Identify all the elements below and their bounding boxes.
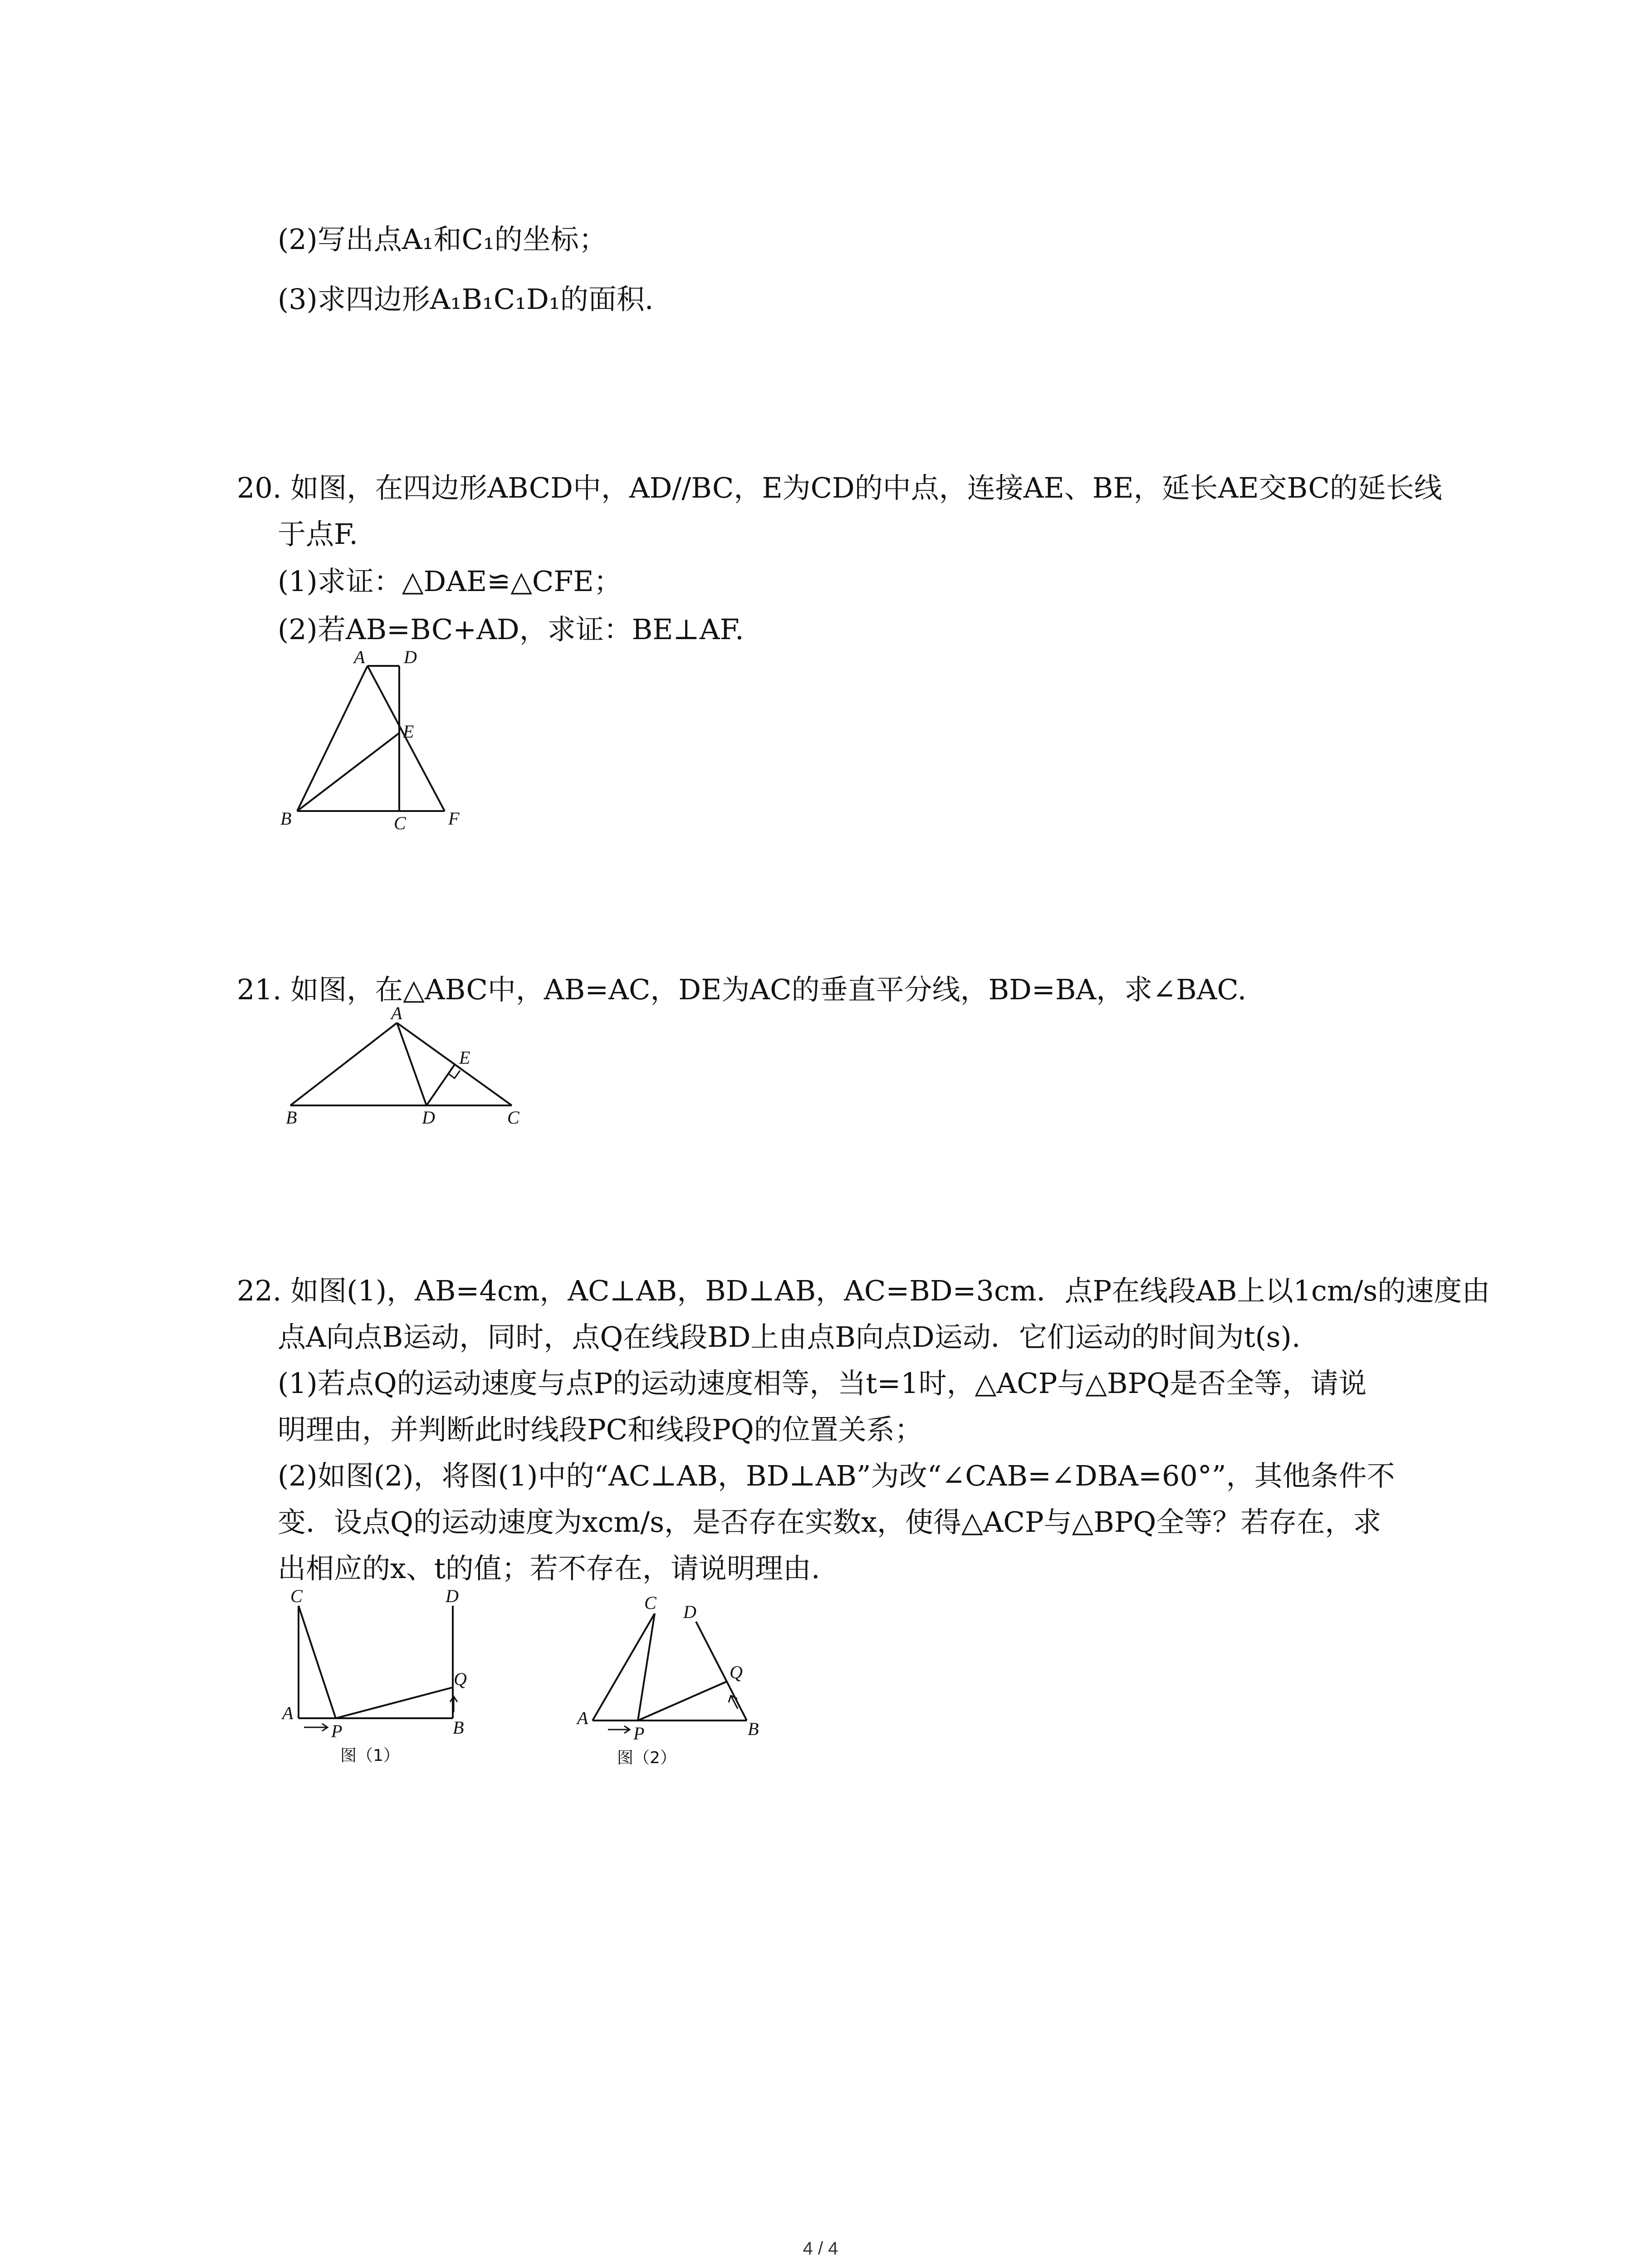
q20-label-c: C: [394, 813, 406, 833]
q20-label-b: B: [280, 808, 292, 829]
page-number: 4 / 4: [803, 2239, 838, 2258]
q22-fig2-caption: 图（2）: [617, 1749, 676, 1767]
q20-label-f: F: [448, 808, 460, 829]
q22-fig2-label-q: Q: [730, 1662, 743, 1682]
q22-fig2-label-c: C: [644, 1593, 656, 1613]
q22-figure2: [572, 1585, 780, 1776]
q22-part2-cont: 变．设点Q的运动速度为xcm/s，是否存在实数x，使得△ACP与△BPQ全等？若存在，求: [278, 1505, 1381, 1539]
q22-part1: (1)若点Q的运动速度与点P的运动速度相等，当t=1时，△ACP与△BPQ是否全等，请说: [278, 1367, 1367, 1400]
q22-stem-cont: 点A向点B运动，同时，点Q在线段BD上由点B向点D运动．它们运动的时间为t(s).: [278, 1320, 1301, 1354]
q22-fig2-segment-pq: [638, 1681, 727, 1721]
q21-segment-ad: [397, 1023, 426, 1105]
q21-segment-de: [426, 1065, 455, 1105]
q21-figure-svg: [272, 1005, 535, 1132]
q21-segment-ab: [290, 1023, 397, 1105]
q21-figure: [272, 1005, 535, 1132]
q22-fig1-label-d: D: [446, 1586, 459, 1606]
q20-part2: (2)若AB=BC+AD，求证：BE⊥AF.: [278, 613, 744, 646]
q19-part2: (2)写出点A₁和C₁的坐标；: [278, 223, 607, 256]
q22-part2-cont2: 出相应的x、t的值；若不存在，请说明理由.: [278, 1552, 820, 1585]
q20-segment-be: [297, 733, 399, 811]
q21-label-d: D: [422, 1107, 435, 1128]
q22-fig1-label-a: A: [282, 1703, 294, 1723]
q22-figure2-svg: [572, 1585, 780, 1776]
q20-figure: [268, 644, 476, 835]
q22-stem: 22. 如图(1)，AB=4cm，AC⊥AB，BD⊥AB，AC=BD=3cm．点P在线段AB上以1cm/s的速度由: [237, 1274, 1490, 1307]
q22-figure1: [272, 1583, 481, 1774]
q20-part1: (1)求证：△DAE≌△CFE；: [278, 565, 622, 598]
q22-fig1-label-q: Q: [454, 1669, 467, 1689]
q22-fig1-caption: 图（1）: [340, 1746, 400, 1765]
q21-label-e: E: [459, 1047, 470, 1068]
q19-part3: (3)求四边形A₁B₁C₁D₁的面积.: [278, 283, 654, 316]
q22-fig1-segment-pq: [336, 1687, 453, 1718]
q20-label-a: A: [354, 647, 365, 667]
q22-fig2-label-p: P: [633, 1723, 645, 1744]
q21-segment-ac: [397, 1023, 512, 1105]
q22-fig1-label-c: C: [290, 1586, 303, 1606]
q22-fig1-label-p: P: [331, 1721, 343, 1741]
q22-fig2-label-b: B: [748, 1719, 759, 1739]
q22-fig2-label-d: D: [683, 1602, 696, 1622]
q22-fig1-segment-cp: [299, 1606, 336, 1718]
q20-figure-svg: [268, 644, 476, 835]
q20-stem-cont: 于点F.: [278, 518, 358, 551]
q22-part1-cont: 明理由，并判断此时线段PC和线段PQ的位置关系；: [278, 1413, 923, 1446]
q22-fig1-label-b: B: [453, 1717, 464, 1738]
q22-part2: (2)如图(2)，将图(1)中的“AC⊥AB，BD⊥AB”为改“∠CAB=∠DBA=60°”，其他条件不: [278, 1459, 1395, 1492]
q22-fig2-label-a: A: [577, 1708, 588, 1728]
q21-label-a: A: [391, 1005, 402, 1023]
q21-stem: 21. 如图，在△ABC中，AB=AC，DE为AC的垂直平分线，BD=BA，求∠BAC.: [237, 973, 1247, 1006]
q21-label-c: C: [507, 1107, 519, 1128]
q20-segment-ab: [297, 666, 367, 811]
q20-stem: 20. 如图，在四边形ABCD中，AD//BC，E为CD的中点，连接AE、BE，延长AE交BC的延长线: [237, 471, 1442, 504]
q20-label-e: E: [403, 721, 414, 742]
q22-fig2-segment-ac: [593, 1613, 655, 1721]
q21-label-b: B: [286, 1107, 297, 1128]
q22-figure1-svg: [272, 1583, 481, 1774]
q20-label-d: D: [404, 647, 417, 667]
